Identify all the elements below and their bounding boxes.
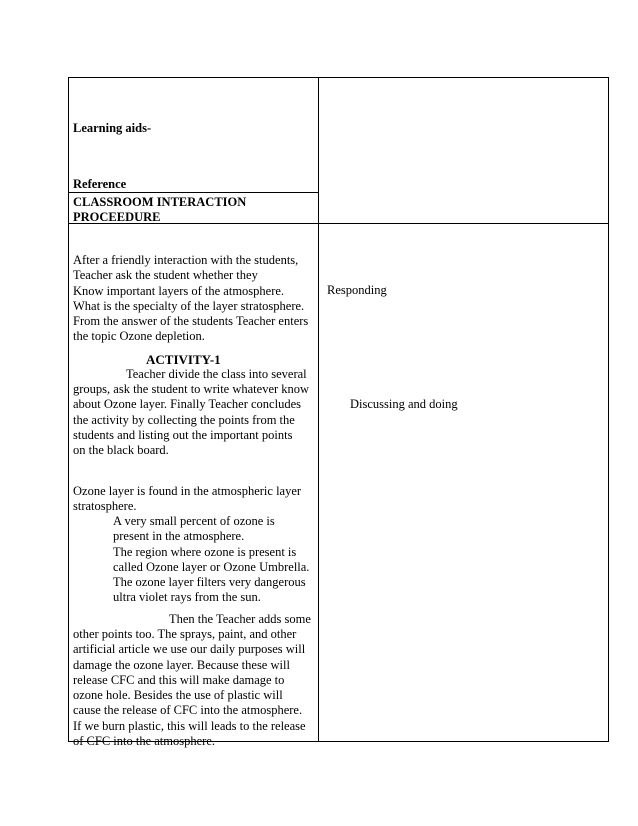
closing-first-line: Then the Teacher adds some: [169, 612, 311, 626]
classroom-heading-line1: CLASSROOM INTERACTION: [73, 195, 247, 209]
intro-paragraph: [73, 253, 308, 345]
responding-text: Responding: [327, 283, 387, 297]
closing-line: cause the release of CFC into the atmosphere.: [73, 703, 303, 718]
activity-title: ACTIVITY-1: [146, 352, 221, 367]
closing-line: release CFC and this will make damage to: [73, 672, 285, 687]
ozone-point-line: A very small percent of ozone is: [113, 514, 275, 528]
discussing-text: Discussing and doing: [350, 397, 458, 411]
closing-line: If we burn plastic, this will leads to the release: [73, 718, 306, 733]
intro-line: Know important layers of the atmosphere.: [73, 283, 285, 298]
intro-line: Teacher ask the student whether they: [73, 268, 258, 283]
learning-aids-label: Learning aids-: [73, 121, 152, 135]
closing-line: other points too. The sprays, paint, and other: [73, 627, 297, 641]
reference-label: Reference: [73, 177, 127, 191]
ozone-point-line: The region where ozone is present is: [113, 544, 297, 559]
closing-line: of CFC into the atmosphere.: [73, 734, 215, 749]
activity-line: groups, ask the student to write whatever know: [73, 382, 310, 396]
ozone-point-line: called Ozone layer or Ozone Umbrella.: [113, 559, 310, 574]
activity-line: students and listing out the important points: [73, 427, 293, 442]
closing-line: damage the ozone layer. Because these will: [73, 657, 290, 672]
activity-line: about Ozone layer. Finally Teacher concludes: [73, 397, 301, 412]
ozone-paragraph: [73, 484, 301, 515]
classroom-heading-line2: PROCEEDURE: [73, 210, 161, 224]
intro-line: After a friendly interaction with the students,: [73, 253, 299, 267]
row-divider-reference: [68, 192, 319, 193]
ozone-point-line: The ozone layer filters very dangerous: [113, 575, 306, 590]
closing-paragraph: [73, 627, 306, 749]
activity-line: the activity by collecting the points from the: [73, 412, 295, 427]
closing-line: artificial article we use our daily purposes will: [73, 642, 306, 657]
column-divider: [318, 77, 319, 742]
closing-line: ozone hole. Besides the use of plastic will: [73, 688, 283, 703]
ozone-point-line: present in the atmosphere.: [113, 529, 245, 544]
intro-line: What is the specialty of the layer stratosphere.: [73, 298, 305, 313]
intro-line: the topic Ozone depletion.: [73, 329, 205, 344]
ozone-points: [113, 514, 309, 606]
ozone-line: Ozone layer is found in the atmospheric layer: [73, 484, 302, 498]
ozone-point-line: ultra violet rays from the sun.: [113, 590, 261, 605]
activity-line: on the black board.: [73, 443, 169, 458]
activity-paragraph: [73, 382, 309, 458]
intro-line: From the answer of the students Teacher enters: [73, 314, 309, 329]
activity-first-line: Teacher divide the class into several: [126, 367, 307, 381]
ozone-line: stratosphere.: [73, 499, 137, 514]
